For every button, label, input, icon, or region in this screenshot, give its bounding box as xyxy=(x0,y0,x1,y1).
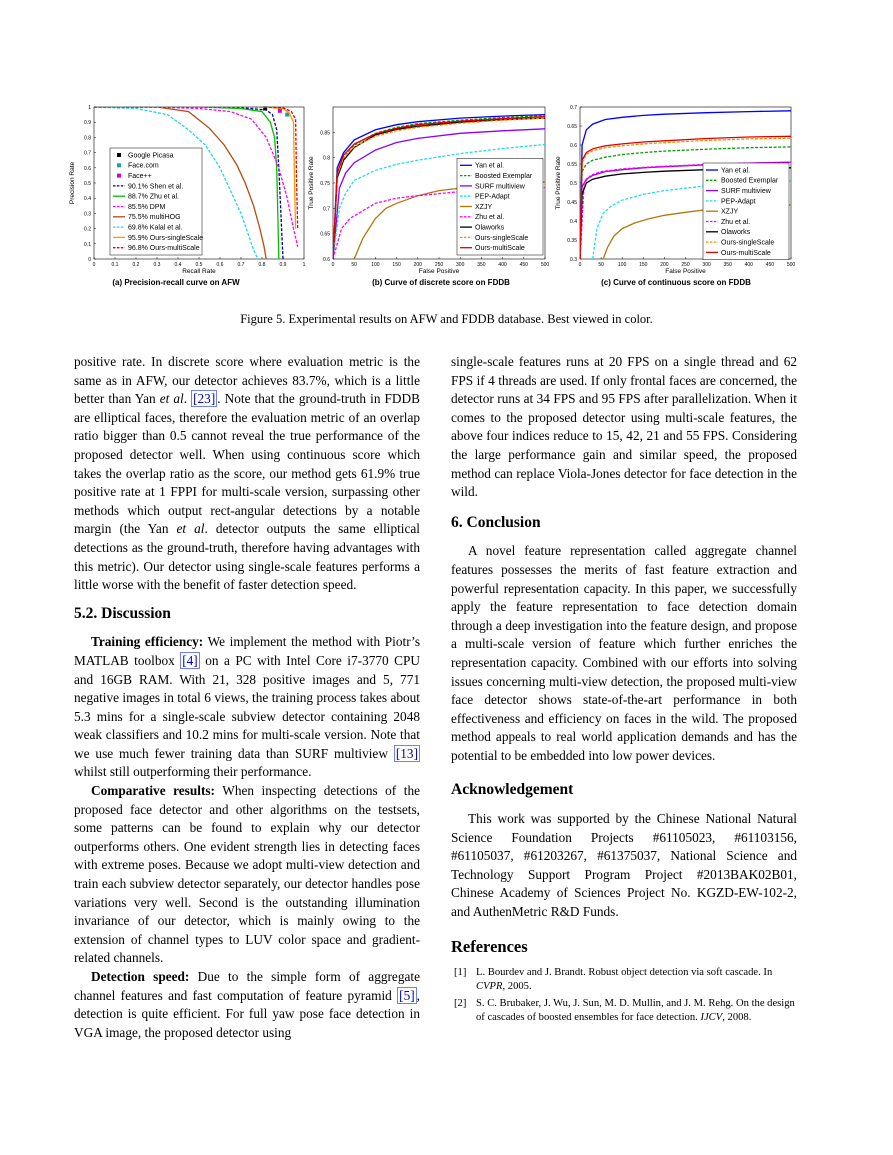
y-axis-label: Precision Rate xyxy=(69,161,76,205)
y-tick-label: 0.7 xyxy=(323,206,330,213)
x-axis-label: False Positive xyxy=(418,268,460,275)
x-tick-label: 0.6 xyxy=(216,262,224,268)
legend-label: Zhu et al. xyxy=(721,218,751,226)
paragraph-lead: Training efficiency: xyxy=(91,634,204,650)
paragraph: single-scale features runs at 20 FPS on a single thread and 62 FPS if 4 threads are used. If only frontal faces are concerned, the detector runs at 34 FPS and 95 FPS after parallelization. When it comes to the proposed detector using multi-scale features, the above four indices reduce to 15, 42, 21 and 55 FPS. Considering the large performance gain and similar speed, the proposed method can replace Viola-Jones detector for face detection in the wild. xyxy=(451,354,797,500)
chart-panel-1 xyxy=(308,107,549,287)
x-tick-label: 250 xyxy=(434,262,444,268)
section-heading-conclusion: 6. Conclusion xyxy=(451,513,541,531)
legend-label: XZJY xyxy=(721,208,739,216)
x-tick-label: 250 xyxy=(681,262,690,268)
panel-caption: (c) Curve of continuous score on FDDB xyxy=(601,278,751,287)
legend-label: Olaworks xyxy=(475,224,505,232)
y-tick-label: 0.5 xyxy=(570,181,577,187)
legend-label: 85.5% DPM xyxy=(128,203,166,211)
y-tick-label: 0.1 xyxy=(84,241,91,248)
panel-caption: (b) Curve of discrete score on FDDB xyxy=(372,278,510,287)
y-tick-label: 0.6 xyxy=(323,257,330,263)
paragraph-training: Training efficiency: We implement the method with Piotr’s MATLAB toolbox [4] on a PC with Intel Core i7-3770 CPU and 16GB RAM. With 21, 328 positive images and 5, 771 negative images in total 6 views, the training process takes about 5.3 mins for a single-scale subview detector containing 2048 weak classifiers and 10.2 mins for multi-scale version. Note that we use much fewer training data than SURF multiview [13] whilst still outperforming their performance. xyxy=(74,634,420,780)
x-tick-label: 0 xyxy=(578,262,582,268)
x-tick-label: 500 xyxy=(540,262,550,268)
y-tick-label: 0.2 xyxy=(84,226,91,233)
legend-label: 75.5% multiHOG xyxy=(128,214,181,222)
section-heading-acknowledgement: Acknowledgement xyxy=(451,781,574,799)
paragraph-lead: Detection speed: xyxy=(91,969,190,984)
legend-label: Yan et al. xyxy=(475,162,505,170)
legend-marker xyxy=(117,153,121,157)
x-tick-label: 500 xyxy=(786,262,796,268)
x-tick-label: 50 xyxy=(598,262,604,268)
figure-caption: Figure 5. Experimental results on AFW and FDDB database. Best viewed in color. xyxy=(240,312,653,326)
y-axis-label: True Positive Rate xyxy=(308,156,315,210)
y-tick-label: 0.55 xyxy=(567,162,577,168)
y-tick-label: 0.45 xyxy=(567,200,577,206)
x-tick-label: 300 xyxy=(456,262,465,268)
x-tick-label: 400 xyxy=(744,262,753,268)
y-tick-label: 0.8 xyxy=(323,155,330,162)
x-tick-label: 0.5 xyxy=(195,262,203,268)
x-tick-label: 450 xyxy=(519,262,528,268)
citation-link[interactable]: [23] xyxy=(193,391,216,407)
legend-label: Google Picasa xyxy=(128,152,174,160)
legend-label: Boosted Exemplar xyxy=(475,173,533,180)
legend-label: Olaworks xyxy=(721,229,751,237)
x-tick-label: 0.8 xyxy=(258,262,266,268)
legend-label: 96.8% Ours-multiScale xyxy=(128,245,200,253)
reference-text: S. C. Brubaker, J. Wu, J. Sun, M. D. Mullin, and J. M. Rehg. On the design of cascades of boosted ensembles for face detection. IJCV, 2008. xyxy=(476,998,795,1023)
section-heading-references: References xyxy=(451,936,528,956)
x-tick-label: 0.3 xyxy=(153,262,161,268)
legend-label: 95.9% Ours-singleScale xyxy=(128,234,204,242)
y-tick-label: 0.35 xyxy=(567,238,577,244)
figure-5 xyxy=(0,100,893,300)
x-tick-label: 300 xyxy=(702,262,711,268)
reference-item xyxy=(451,966,797,993)
reference-list xyxy=(451,966,797,1024)
legend-label: Ours-singleScale xyxy=(721,239,775,247)
data-point xyxy=(278,109,282,113)
y-tick-label: 0.6 xyxy=(84,165,91,172)
y-tick-label: 0.8 xyxy=(84,135,91,142)
y-tick-label: 0.7 xyxy=(570,105,577,111)
legend-label: Yan et al. xyxy=(721,167,751,175)
reference-number: [1] xyxy=(454,967,467,979)
y-tick-label: 0.65 xyxy=(320,231,330,238)
legend-label: XZJY xyxy=(475,203,493,211)
legend-label: 69.8% Kalal et al. xyxy=(128,224,183,232)
legend-label: Face++ xyxy=(128,173,152,180)
reference-item xyxy=(451,997,797,1024)
x-tick-label: 0.4 xyxy=(174,262,182,268)
x-axis-label: Recall Rate xyxy=(182,268,216,275)
y-tick-label: 0.65 xyxy=(567,124,577,130)
citation-link[interactable]: [4] xyxy=(182,652,198,668)
x-tick-label: 1 xyxy=(302,262,306,268)
paragraph-acknowledgement: This work was supported by the Chinese National Natural Science Foundation Projects #61105023, #61103156, #61105037, #61203267, #61375037, National Science and Technology Support Program Project #2013BAK02B01, Chinese Academy of Sciences Project No. KGZD-EW-102-2, and AuthenMetric R&D Funds. xyxy=(451,811,797,920)
x-tick-label: 350 xyxy=(477,262,486,268)
paragraph-speed: Detection speed: Due to the simple form of aggregate channel features and fast computation of feature pyramid [5] , detection is quite efficient. For full yaw pose face detection in VGA image, the proposed detector using xyxy=(74,969,420,1040)
y-tick-label: 0 xyxy=(88,257,91,263)
legend-label: SURF multiview xyxy=(475,183,525,191)
legend-label: Ours-multiScale xyxy=(721,249,771,257)
legend-label: Boosted Exemplar xyxy=(721,177,779,185)
paragraph-conclusion: A novel feature representation called aggregate channel features possesses the merits of fast feature extraction and powerful representation capacity. In this paper, we successfully apply the feature representation to face detection domain through a deep investigation into the feature design, and propose a multi-scale version of feature which further enriches the representation capacity. Combined with our efforts into solving issues concerning multi-view detection, the proposed multi-view face detector shows state-of-the-art performance in both effectiveness and efficiency on faces in the wild. The proposed method appeals to real world application demands and has the potential to be embedded into low power devices. xyxy=(451,543,797,763)
x-tick-label: 0.2 xyxy=(132,262,140,268)
legend-label: Ours-multiScale xyxy=(475,245,525,253)
x-tick-label: 150 xyxy=(392,262,401,268)
chart-afw-precision-recall xyxy=(0,100,893,300)
legend-label: 90.1% Shen et al. xyxy=(128,183,184,191)
legend-label: 88.7% Zhu et al. xyxy=(128,193,179,201)
x-axis-label: False Positive xyxy=(665,268,706,275)
x-tick-label: 350 xyxy=(723,262,732,268)
x-tick-label: 0.7 xyxy=(237,262,245,268)
x-tick-label: 100 xyxy=(618,262,627,268)
paragraph-lead: Comparative results: xyxy=(91,783,215,799)
legend-marker xyxy=(117,174,121,178)
y-tick-label: 0.9 xyxy=(84,120,91,127)
paragraph-comparative xyxy=(74,782,420,968)
legend-marker xyxy=(117,163,121,167)
legend-label: PEP-Adapt xyxy=(475,193,510,201)
x-tick-label: 200 xyxy=(413,262,422,268)
x-tick-label: 100 xyxy=(371,262,380,268)
y-tick-label: 1 xyxy=(88,105,91,111)
y-tick-label: 0.7 xyxy=(84,150,91,157)
paragraph-body: When inspecting detections of the proposed face detector and other algorithms on the testsets, some patterns can be found to explain why our detector outperforms others. One evident strength lies in detecting faces with extreme poses. Because we adopt multi-view detection and train each subview detector separately, our detector handles pose variations very well. Second is the outstanding illumination invariance of our detector, which is mainly owing to the extension of channel types to LUV color space and gradient-related channels. xyxy=(74,783,421,966)
x-tick-label: 200 xyxy=(660,262,669,268)
legend-label: SURF multiview xyxy=(721,188,771,195)
y-tick-label: 0.4 xyxy=(84,196,91,203)
x-tick-label: 0 xyxy=(92,262,96,268)
y-tick-label: 0.5 xyxy=(84,181,91,187)
y-tick-label: 0.3 xyxy=(84,211,91,218)
reference-text: L. Bourdev and J. Brandt. Robust object detection via soft cascade. In CVPR, 2005. xyxy=(476,967,773,992)
right-column xyxy=(451,353,797,1029)
y-tick-label: 0.6 xyxy=(570,143,577,149)
y-tick-label: 0.3 xyxy=(570,257,577,263)
y-tick-label: 0.4 xyxy=(570,219,577,225)
chart-panel-0 xyxy=(69,105,306,287)
x-tick-label: 50 xyxy=(351,262,357,268)
section-heading-discussion: 5.2. Discussion xyxy=(74,604,171,622)
legend-label: Zhu et al. xyxy=(475,214,505,222)
x-tick-label: 450 xyxy=(765,262,775,268)
x-tick-label: 0.1 xyxy=(111,262,119,268)
legend-label: PEP-Adapt xyxy=(721,198,756,206)
y-tick-label: 0.75 xyxy=(320,181,330,187)
reference-number: [2] xyxy=(454,998,467,1010)
y-axis-label: True Positive Rate xyxy=(555,156,562,210)
legend-label: Face.com xyxy=(128,162,159,170)
citation-link[interactable]: [13] xyxy=(395,745,418,761)
legend-label: Ours-singleScale xyxy=(475,234,529,242)
citation-link[interactable]: [5] xyxy=(399,987,415,1003)
x-tick-label: 150 xyxy=(639,262,648,268)
x-tick-label: 400 xyxy=(498,262,507,268)
x-tick-label: 0.9 xyxy=(279,262,287,268)
x-tick-label: 0 xyxy=(331,262,335,268)
chart-panel-2 xyxy=(555,105,795,287)
y-tick-label: 0.85 xyxy=(320,130,330,137)
paragraph: positive rate. In discrete score where evaluation metric is the same as in AFW, our detector achieves 83.7%, which is a little better than Yan et al. [23] . Note that the ground-truth in FDDB are elliptical faces, therefore the evaluation metric of an overlap ratio bigger than 0.5 cannot reveal the true performance of the proposed detector well. When using continuous score which takes the overlap ratio as the score, our method gets 61.9% true positive rate at 1 FPPI for multi-scale version, surpassing other methods which output rect-angular detections by a notable margin (the Yan et al. detector outputs the same elliptical detections as the ground-truth, therefore having advantages with this metric). Our detector using single-scale features performs a little worse with the benefit of faster detection speed. xyxy=(74,354,421,593)
left-column xyxy=(74,353,420,1042)
panel-caption: (a) Precision-recall curve on AFW xyxy=(112,278,240,287)
